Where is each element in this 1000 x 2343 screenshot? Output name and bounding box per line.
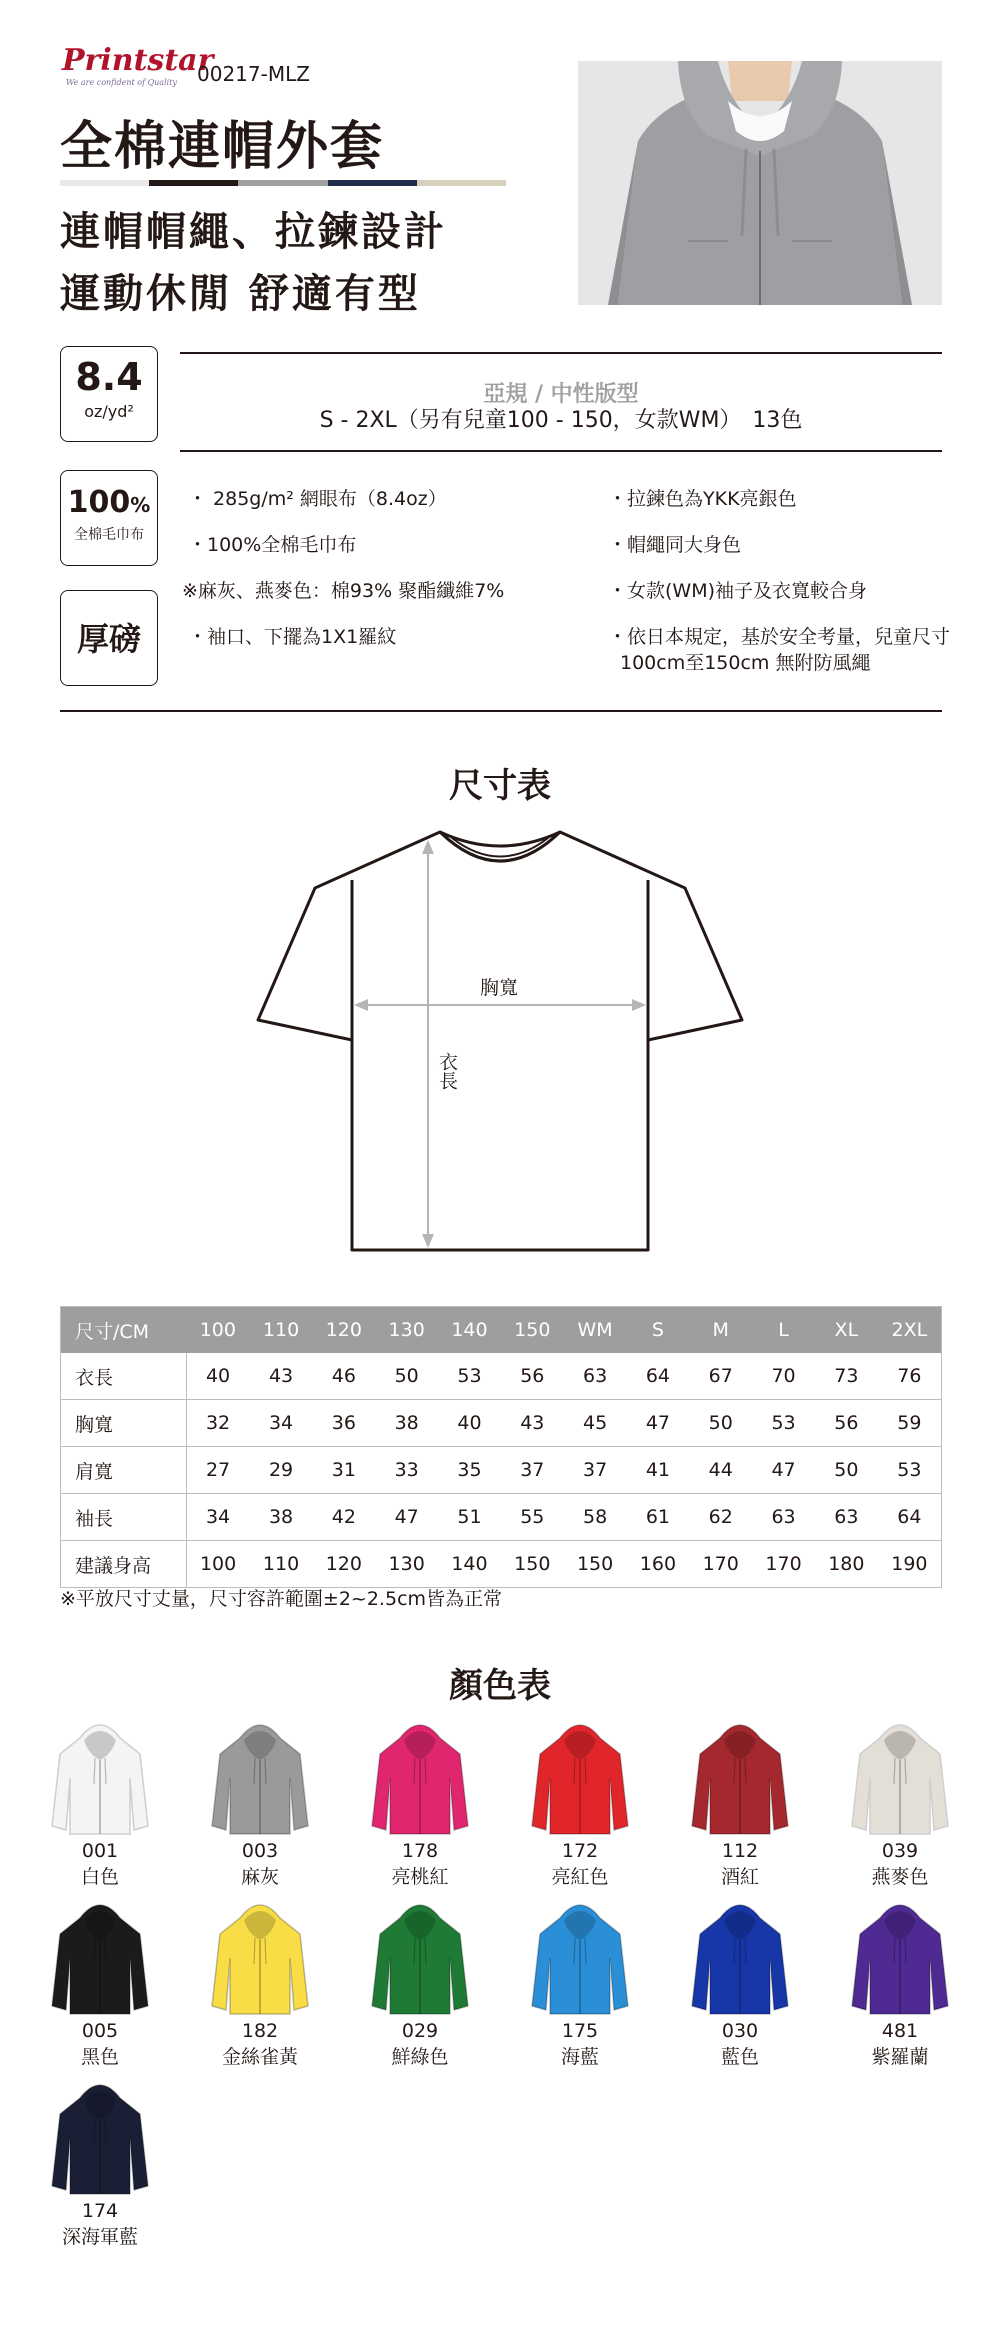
table-cell: 56 — [815, 1400, 878, 1447]
hoodie-icon — [850, 1898, 950, 2018]
cotton-value: 100 — [67, 485, 131, 520]
table-cell: 64 — [878, 1494, 942, 1541]
strip-segment — [60, 180, 149, 186]
table-cell: 59 — [878, 1400, 942, 1447]
table-cell: 73 — [815, 1353, 878, 1400]
table-cell: 170 — [689, 1541, 752, 1588]
table-cell: 45 — [564, 1400, 627, 1447]
table-cell: 50 — [689, 1400, 752, 1447]
strip-segment — [328, 180, 417, 186]
spec-left-3: ※麻灰、燕麥色：棉93% 聚酯纖維7% — [182, 580, 505, 602]
table-cell: 62 — [689, 1494, 752, 1541]
thickness-label: 厚磅 — [76, 620, 141, 658]
table-cell: 31 — [312, 1447, 375, 1494]
table-row — [61, 1353, 942, 1400]
row-label: 肩寬 — [61, 1447, 187, 1494]
thickness-badge — [60, 590, 158, 686]
size-column-header: XL — [815, 1307, 878, 1354]
hoodie-icon — [50, 1898, 150, 2018]
table-cell: 41 — [627, 1447, 690, 1494]
table-cell: 34 — [186, 1494, 250, 1541]
table-cell: 67 — [689, 1353, 752, 1400]
size-diagram — [250, 820, 750, 1270]
table-row — [61, 1541, 942, 1588]
color-code: 003 — [241, 1840, 279, 1862]
table-cell: 40 — [186, 1353, 250, 1400]
table-cell: 29 — [250, 1447, 313, 1494]
product-photo — [578, 61, 942, 305]
color-code: 112 — [721, 1840, 759, 1862]
table-cell: 76 — [878, 1353, 942, 1400]
size-column-header: 2XL — [878, 1307, 942, 1354]
divider — [60, 710, 942, 712]
size-table — [60, 1306, 942, 1588]
hoodie-icon — [50, 1718, 150, 1838]
size-column-header: 100 — [186, 1307, 250, 1354]
table-row — [61, 1494, 942, 1541]
size-column-header: 140 — [438, 1307, 501, 1354]
table-cell: 64 — [627, 1353, 690, 1400]
spec-right-5: 100cm至150cm 無附防風繩 — [620, 652, 871, 674]
size-column-header: 130 — [375, 1307, 438, 1354]
cotton-pct: % — [130, 493, 151, 517]
fit-type: 亞規 / 中性版型 — [483, 382, 639, 407]
color-swatch — [195, 1718, 325, 1890]
table-cell: 40 — [438, 1400, 501, 1447]
color-swatch — [35, 2078, 165, 2250]
size-column-header: S — [627, 1307, 690, 1354]
product-title: 全棉連帽外套 — [60, 117, 385, 177]
table-cell: 53 — [878, 1447, 942, 1494]
color-swatch — [35, 1718, 165, 1890]
product-tagline-2: 運動休閒 舒適有型 — [60, 271, 421, 317]
table-cell: 38 — [250, 1494, 313, 1541]
table-cell: 63 — [752, 1494, 815, 1541]
size-column-header: M — [689, 1307, 752, 1354]
table-cell: 120 — [312, 1541, 375, 1588]
table-cell: 110 — [250, 1541, 313, 1588]
color-name: 鮮綠色 — [391, 2046, 449, 2068]
size-chart-title: 尺寸表 — [449, 766, 551, 806]
table-cell: 61 — [627, 1494, 690, 1541]
table-cell: 180 — [815, 1541, 878, 1588]
table-cell: 50 — [815, 1447, 878, 1494]
color-name: 藍色 — [720, 2046, 759, 2068]
color-name: 亮桃紅 — [391, 1866, 449, 1888]
color-code: 174 — [81, 2200, 119, 2222]
weight-unit: oz/yd² — [84, 402, 134, 421]
color-code: 029 — [401, 2020, 439, 2042]
color-swatch — [195, 1898, 325, 2070]
table-cell: 56 — [501, 1353, 564, 1400]
color-name: 酒紅 — [720, 1866, 759, 1888]
color-swatch — [835, 1898, 965, 2070]
color-swatch — [355, 1898, 485, 2070]
row-label: 袖長 — [61, 1494, 187, 1541]
table-cell: 150 — [501, 1541, 564, 1588]
table-cell: 190 — [878, 1541, 942, 1588]
strip-segment — [417, 180, 506, 186]
color-swatch — [675, 1718, 805, 1890]
cotton-label: 全棉毛巾布 — [74, 527, 144, 543]
table-cell: 53 — [752, 1400, 815, 1447]
size-note: ※平放尺寸丈量，尺寸容許範圍±2~2.5cm皆為正常 — [60, 1588, 503, 1610]
weight-value: 8.4 — [75, 355, 143, 399]
row-label: 胸寬 — [61, 1400, 187, 1447]
table-cell: 32 — [186, 1400, 250, 1447]
table-cell: 53 — [438, 1353, 501, 1400]
hoodie-icon — [850, 1718, 950, 1838]
divider — [180, 352, 942, 354]
color-swatch — [515, 1718, 645, 1890]
color-code: 001 — [81, 1840, 119, 1862]
product-tagline-1: 連帽帽繩、拉鍊設計 — [60, 209, 447, 255]
size-column-header: 150 — [501, 1307, 564, 1354]
table-cell: 63 — [564, 1353, 627, 1400]
hoodie-icon — [690, 1898, 790, 2018]
table-cell: 46 — [312, 1353, 375, 1400]
table-cell: 34 — [250, 1400, 313, 1447]
table-cell: 160 — [627, 1541, 690, 1588]
color-code: 039 — [881, 1840, 919, 1862]
table-cell: 38 — [375, 1400, 438, 1447]
table-cell: 70 — [752, 1353, 815, 1400]
brand-logo — [62, 43, 214, 96]
table-cell: 63 — [815, 1494, 878, 1541]
color-swatch — [675, 1898, 805, 2070]
table-header-row — [61, 1307, 942, 1354]
table-cell: 50 — [375, 1353, 438, 1400]
table-cell: 36 — [312, 1400, 375, 1447]
color-name: 燕麥色 — [871, 1866, 929, 1888]
size-column-header: WM — [564, 1307, 627, 1354]
table-cell: 100 — [186, 1541, 250, 1588]
color-code: 172 — [561, 1840, 599, 1862]
weight-badge — [60, 346, 158, 442]
color-name: 麻灰 — [240, 1866, 279, 1888]
table-corner-header: 尺寸/CM — [61, 1307, 187, 1354]
hoodie-icon — [530, 1718, 630, 1838]
table-cell: 33 — [375, 1447, 438, 1494]
table-cell: 27 — [186, 1447, 250, 1494]
color-swatch — [355, 1718, 485, 1890]
color-name: 金絲雀黃 — [221, 2046, 298, 2068]
color-name: 黑色 — [80, 2046, 119, 2068]
color-name: 紫羅蘭 — [871, 2046, 929, 2068]
size-column-header: 110 — [250, 1307, 313, 1354]
hoodie-icon — [690, 1718, 790, 1838]
color-code: 481 — [881, 2020, 919, 2042]
color-chart-title: 顏色表 — [449, 1666, 551, 1706]
divider — [180, 450, 942, 452]
table-row — [61, 1447, 942, 1494]
table-cell: 130 — [375, 1541, 438, 1588]
row-label: 建議身高 — [61, 1541, 187, 1588]
spec-right-2: ・帽繩同大身色 — [608, 534, 742, 556]
color-swatch — [515, 1898, 645, 2070]
color-name: 亮紅色 — [551, 1866, 609, 1888]
table-cell: 51 — [438, 1494, 501, 1541]
spec-right-1: ・拉鍊色為YKK亮銀色 — [608, 488, 797, 510]
size-range: S - 2XL（另有兒童100 - 150，女款WM） 13色 — [319, 408, 803, 433]
table-cell: 43 — [501, 1400, 564, 1447]
table-cell: 47 — [627, 1400, 690, 1447]
hoodie-icon — [50, 2078, 150, 2198]
table-cell: 35 — [438, 1447, 501, 1494]
color-code: 175 — [561, 2020, 599, 2042]
table-cell: 43 — [250, 1353, 313, 1400]
table-row — [61, 1400, 942, 1447]
table-cell: 140 — [438, 1541, 501, 1588]
table-cell: 58 — [564, 1494, 627, 1541]
color-name: 海藍 — [560, 2046, 599, 2068]
color-swatch — [835, 1718, 965, 1890]
size-column-header: 120 — [312, 1307, 375, 1354]
product-code: 00217-MLZ — [197, 62, 310, 86]
table-cell: 42 — [312, 1494, 375, 1541]
brand-name: Printstar — [62, 43, 214, 78]
table-cell: 47 — [752, 1447, 815, 1494]
table-cell: 37 — [501, 1447, 564, 1494]
diagram-length-label: 衣長 — [436, 1052, 458, 1090]
spec-left-1: ・ 285g/m² 網眼布（8.4oz） — [188, 488, 447, 510]
strip-segment — [149, 180, 238, 186]
hoodie-icon — [370, 1898, 470, 2018]
brand-tagline: We are confident of Quality — [66, 78, 177, 87]
table-cell: 47 — [375, 1494, 438, 1541]
color-name: 深海軍藍 — [61, 2226, 138, 2248]
color-swatch — [35, 1898, 165, 2070]
hoodie-icon — [210, 1718, 310, 1838]
spec-left-4: ・袖口、下擺為1X1羅紋 — [188, 626, 397, 648]
table-cell: 150 — [564, 1541, 627, 1588]
cotton-badge — [60, 470, 158, 566]
color-code: 182 — [241, 2020, 279, 2042]
hoodie-icon — [370, 1718, 470, 1838]
table-cell: 55 — [501, 1494, 564, 1541]
table-cell: 170 — [752, 1541, 815, 1588]
spec-left-2: ・100%全棉毛巾布 — [188, 534, 357, 556]
hoodie-icon — [530, 1898, 630, 2018]
color-code: 005 — [81, 2020, 119, 2042]
color-code: 030 — [721, 2020, 759, 2042]
strip-segment — [238, 180, 327, 186]
row-label: 衣長 — [61, 1353, 187, 1400]
table-cell: 44 — [689, 1447, 752, 1494]
hoodie-icon — [210, 1898, 310, 2018]
color-name: 白色 — [80, 1866, 119, 1888]
color-code: 178 — [401, 1840, 439, 1862]
color-strip — [60, 180, 506, 186]
spec-right-4: ・依日本規定，基於安全考量，兒童尺寸 — [608, 626, 951, 648]
table-cell: 37 — [564, 1447, 627, 1494]
size-column-header: L — [752, 1307, 815, 1354]
spec-right-3: ・女款(WM)袖子及衣寬較合身 — [608, 580, 868, 602]
diagram-chest-label: 胸寬 — [480, 977, 519, 999]
